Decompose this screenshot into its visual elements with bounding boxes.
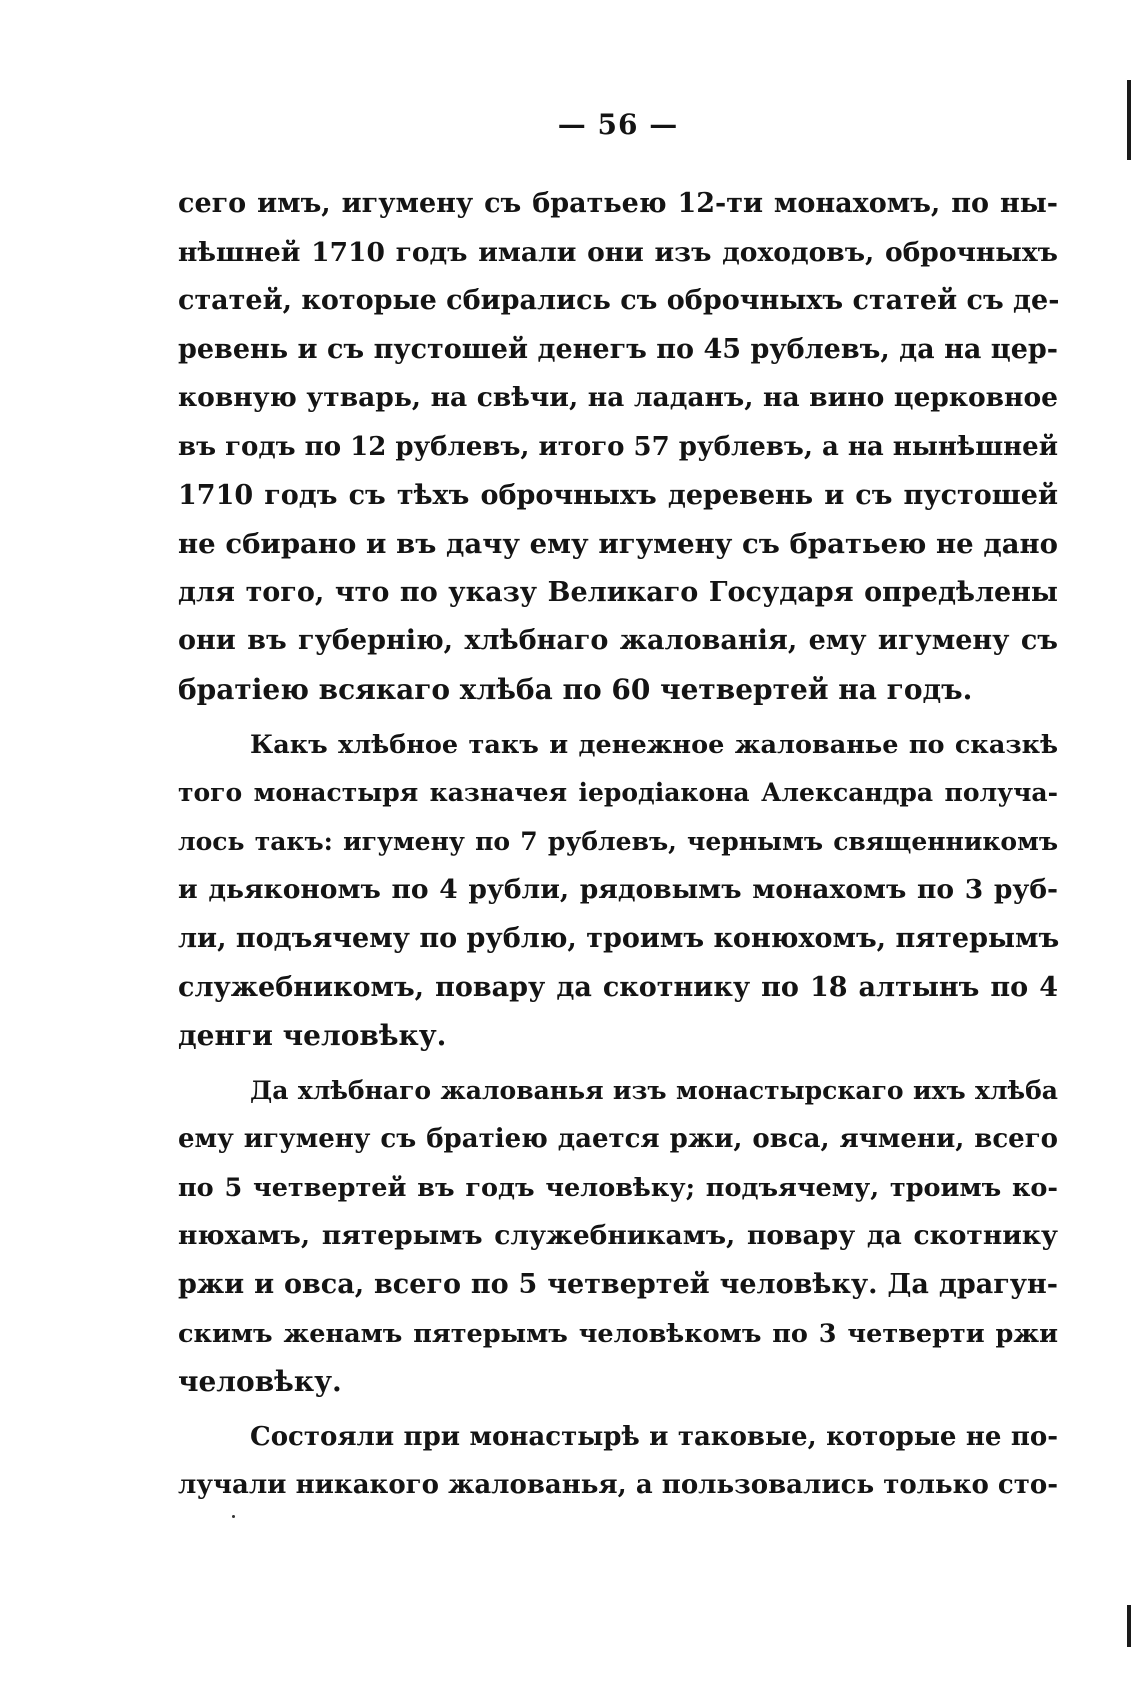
text-line: скимъ женамъ пятерымъ человѣкомъ по 3 четверти ржи — [178, 1318, 1058, 1349]
text-line: по 5 четвертей въ годъ человѣку; подъячему, троимъ ко- — [178, 1172, 1058, 1203]
text-line: для того, что по указу Великаго Государя опредѣлены — [178, 576, 1058, 608]
scan-edge-mark — [1127, 80, 1131, 160]
text-line: лучали никакого жалованья, а пользовались только сто- — [178, 1470, 1058, 1501]
text-line: ему игумену съ братіею дается ржи, овса, ячмени, всего — [178, 1124, 1058, 1155]
text-line: они въ губернію, хлѣбнаго жалованія, ему игумену съ — [178, 625, 1058, 657]
scan-speck — [232, 1515, 235, 1518]
page-number: — 56 — — [557, 108, 679, 141]
text-line: ревень и съ пустошей денегъ по 45 рублевъ, да на цер- — [178, 333, 1058, 365]
text-line: статей, которые сбирались съ оброчныхъ статей съ де- — [178, 285, 1060, 317]
text-line: ковную утварь, на свѣчи, на ладанъ, на вино церковное — [178, 382, 1058, 414]
text-line: того монастыря казначея іеродіакона Александра получа- — [178, 778, 1058, 808]
paragraph-2 — [178, 721, 1058, 1061]
text-line: не сбирано и въ дачу ему игумену съ братьею не дано — [178, 528, 1058, 561]
text-line: человѣку. — [178, 1365, 342, 1399]
paragraph-4 — [178, 1413, 1058, 1510]
text-line: нюхамъ, пятерымъ служебникамъ, повару да скотнику — [178, 1220, 1058, 1252]
text-line: нѣшней 1710 годъ имали они изъ доходовъ, оброчныхъ — [178, 236, 1058, 268]
paragraph-1 — [178, 180, 1058, 715]
text-line: ли, подъячему по рублю, троимъ конюхомъ, пятерымъ — [178, 922, 1060, 954]
text-line: Состояли при монастырѣ и таковые, которые не по- — [250, 1421, 1058, 1452]
text-line: 1710 годъ съ тѣхъ оброчныхъ деревень и съ пустошей — [178, 479, 1058, 511]
paragraph-3 — [178, 1067, 1058, 1407]
text-line: въ годъ по 12 рублевъ, итого 57 рублевъ, а на нынѣшней — [178, 431, 1058, 462]
body-text — [178, 180, 1058, 1510]
text-line: сего имъ, игумену съ братьею 12-ти монахомъ, по ны- — [178, 188, 1058, 219]
text-line: Какъ хлѣбное такъ и денежное жалованье по сказкѣ — [250, 729, 1058, 760]
text-line: денги человѣку. — [178, 1019, 447, 1053]
text-line: братіею всякаго хлѣба по 60 четвертей на годъ. — [178, 672, 973, 706]
scan-edge-mark — [1127, 1605, 1131, 1647]
text-line: и дьякономъ по 4 рубли, рядовымъ монахомъ по 3 руб- — [178, 874, 1058, 906]
text-line: лось такъ: игумену по 7 рублевъ, чернымъ священникомъ — [178, 826, 1058, 856]
text-line: Да хлѣбнаго жалованья изъ монастырскаго ихъ хлѣба — [250, 1075, 1058, 1105]
text-line: ржи и овса, всего по 5 четвертей человѣку. Да драгун- — [178, 1269, 1058, 1301]
text-line: служебникомъ, повару да скотнику по 18 алтынъ по 4 — [178, 971, 1058, 1003]
